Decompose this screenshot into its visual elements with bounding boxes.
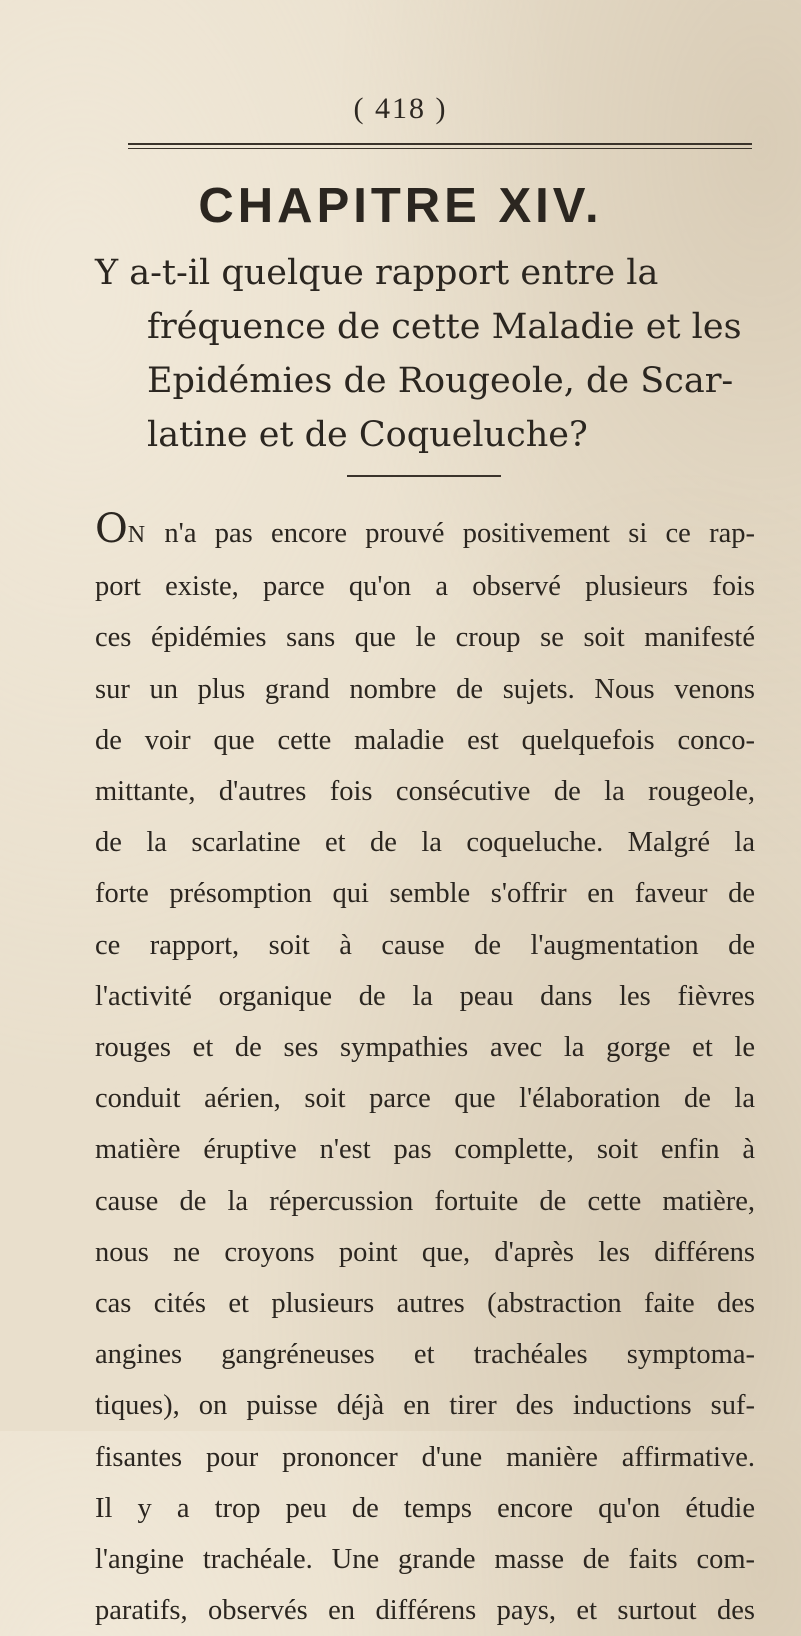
section-divider	[347, 475, 501, 477]
body-line: mittante, d'autres fois consécutive de la rougeole,	[95, 776, 755, 808]
body-line: forte présomption qui semble s'offrir en faveur de	[95, 878, 755, 910]
first-line-text: n'a pas encore prouvé positivement si ce rap-	[146, 518, 755, 549]
title-line-1: Y a-t-il quelque rapport entre la	[95, 253, 659, 293]
body-line: de voir que cette maladie est quelquefois conco-	[95, 724, 755, 756]
body-line-1	[95, 508, 755, 561]
page-number: ( 418 )	[353, 92, 448, 125]
body-line: sur un plus grand nombre de sujets. Nous venons	[95, 673, 755, 705]
body-line: de la scarlatine et de la coqueluche. Malgré la	[95, 827, 755, 859]
body-line: rouges et de ses sympathies avec la gorge et le	[95, 1032, 755, 1064]
body-line: cause de la répercussion fortuite de cette matière,	[95, 1185, 755, 1217]
title-line-4: latine et de Coqueluche?	[147, 415, 588, 455]
body-line: angines gangréneuses et trachéales symptoma-	[95, 1339, 755, 1371]
title-line-2: fréquence de cette Maladie et les	[147, 307, 742, 347]
body-paragraph	[95, 508, 755, 1636]
body-line: l'activité organique de la peau dans les fièvres	[95, 980, 755, 1012]
body-line: matière éruptive n'est pas complette, soit enfin à	[95, 1134, 755, 1166]
body-line: paratifs, observés en différens pays, et surtout des	[95, 1595, 755, 1627]
body-line: ce rapport, soit à cause de l'augmentation de	[95, 929, 755, 961]
body-line: l'angine trachéale. Une grande masse de faits com-	[95, 1544, 755, 1576]
body-line: tiques), on puisse déjà en tirer des inductions suf-	[95, 1390, 755, 1422]
header-double-rule	[128, 143, 752, 149]
chapter-heading: CHAPITRE XIV.	[198, 179, 603, 233]
first-word-rest: N	[127, 522, 147, 548]
body-line: nous ne croyons point que, d'après les différens	[95, 1236, 755, 1268]
body-line: port existe, parce qu'on a observé plusieurs fois	[95, 571, 755, 603]
body-line: Il y a trop peu de temps encore qu'on étudie	[95, 1492, 755, 1524]
body-line: ces épidémies sans que le croup se soit manifesté	[95, 622, 755, 654]
body-line: cas cités et plusieurs autres (abstraction faite des	[95, 1288, 755, 1320]
title-line-3: Epidémies de Rougeole, de Scar-	[147, 361, 734, 401]
chapter-title	[95, 246, 775, 462]
body-line: conduit aérien, soit parce que l'élaboration de la	[95, 1083, 755, 1115]
body-line: fisantes pour prononcer d'une manière affirmative.	[95, 1441, 755, 1473]
drop-cap: O	[95, 506, 128, 552]
